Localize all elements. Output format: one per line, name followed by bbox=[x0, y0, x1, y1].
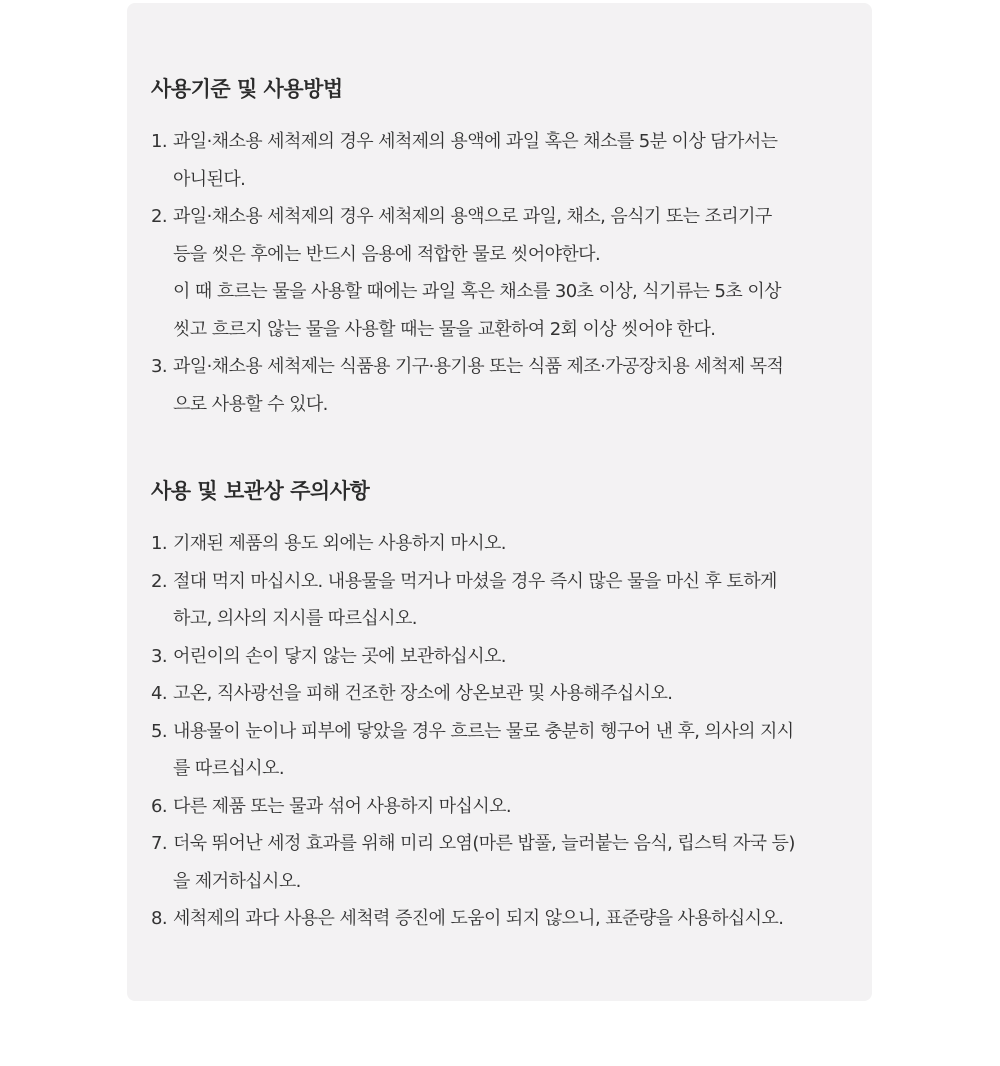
item-text-line: 기재된 제품의 용도 외에는 사용하지 마시오. bbox=[173, 533, 506, 554]
item-text-line: 등을 씻은 후에는 반드시 음용에 적합한 물로 씻어야한다. bbox=[173, 243, 601, 265]
item-number: 2. bbox=[151, 206, 167, 227]
list-item bbox=[151, 525, 852, 563]
item-number: 5. bbox=[151, 720, 167, 742]
item-text-line: 고온, 직사광선을 피해 건조한 장소에 상온보관 및 사용해주십시오. bbox=[173, 683, 673, 704]
item-text-line: 절대 먹지 마십시오. 내용물을 먹거나 마셨을 경우 즉시 많은 물을 마신 후 토하게 bbox=[173, 570, 777, 592]
list-item bbox=[151, 638, 852, 676]
item-number: 4. bbox=[151, 683, 167, 704]
list-item bbox=[151, 900, 852, 938]
list-item bbox=[151, 563, 852, 638]
list-item bbox=[151, 348, 852, 423]
info-panel bbox=[127, 3, 872, 1001]
item-text-line: 과일·채소용 세척제는 식품용 기구·용기용 또는 식품 제조·가공장치용 세척제 목적 bbox=[173, 356, 784, 377]
item-text-line: 과일·채소용 세척제의 경우 세척제의 용액으로 과일, 채소, 음식기 또는 조리기구 bbox=[173, 206, 772, 227]
item-text-line: 세척제의 과다 사용은 세척력 증진에 도움이 되지 않으니, 표준량을 사용하십시오. bbox=[173, 908, 784, 929]
item-number: 3. bbox=[151, 645, 167, 667]
item-number: 7. bbox=[151, 833, 167, 854]
item-number: 1. bbox=[151, 131, 167, 152]
list-item bbox=[151, 825, 852, 900]
caution-title: 사용 및 보관상 주의사항 bbox=[151, 479, 370, 503]
item-text-line: 아니된다. bbox=[173, 168, 246, 190]
usage-method-title: 사용기준 및 사용방법 bbox=[151, 77, 343, 101]
item-text-line: 을 제거하십시오. bbox=[173, 870, 301, 892]
item-text-line: 과일·채소용 세척제의 경우 세척제의 용액에 과일 혹은 채소를 5분 이상 담가서는 bbox=[173, 131, 778, 152]
item-text-line: 이 때 흐르는 물을 사용할 때에는 과일 혹은 채소를 30초 이상, 식기류는 5초 이상 bbox=[173, 281, 781, 302]
list-item bbox=[151, 123, 852, 198]
usage-method-list bbox=[151, 123, 852, 423]
item-number: 2. bbox=[151, 570, 167, 592]
item-number: 1. bbox=[151, 533, 167, 554]
item-number: 8. bbox=[151, 908, 167, 929]
item-number: 3. bbox=[151, 356, 167, 377]
item-text-line: 어린이의 손이 닿지 않는 곳에 보관하십시오. bbox=[173, 645, 506, 667]
item-text-line: 내용물이 눈이나 피부에 닿았을 경우 흐르는 물로 충분히 헹구어 낸 후, 의사의 지시 bbox=[173, 720, 794, 742]
item-text-line: 더욱 뛰어난 세정 효과를 위해 미리 오염(마른 밥풀, 늘러붙는 음식, 립스틱 자국 등) bbox=[173, 833, 795, 854]
item-text-line: 를 따르십시오. bbox=[173, 758, 284, 779]
usage-method-section bbox=[151, 73, 852, 423]
item-text-line: 다른 제품 또는 물과 섞어 사용하지 마십시오. bbox=[173, 795, 512, 817]
item-text-line: 으로 사용할 수 있다. bbox=[173, 393, 328, 415]
list-item bbox=[151, 675, 852, 713]
item-text-line: 하고, 의사의 지시를 따르십시오. bbox=[173, 608, 417, 629]
caution-section bbox=[151, 475, 852, 938]
list-item bbox=[151, 788, 852, 826]
list-item bbox=[151, 198, 852, 348]
caution-list bbox=[151, 525, 852, 938]
item-number: 6. bbox=[151, 795, 167, 817]
item-text-line: 씻고 흐르지 않는 물을 사용할 때는 물을 교환하여 2회 이상 씻어야 한다. bbox=[173, 318, 716, 340]
list-item bbox=[151, 713, 852, 788]
